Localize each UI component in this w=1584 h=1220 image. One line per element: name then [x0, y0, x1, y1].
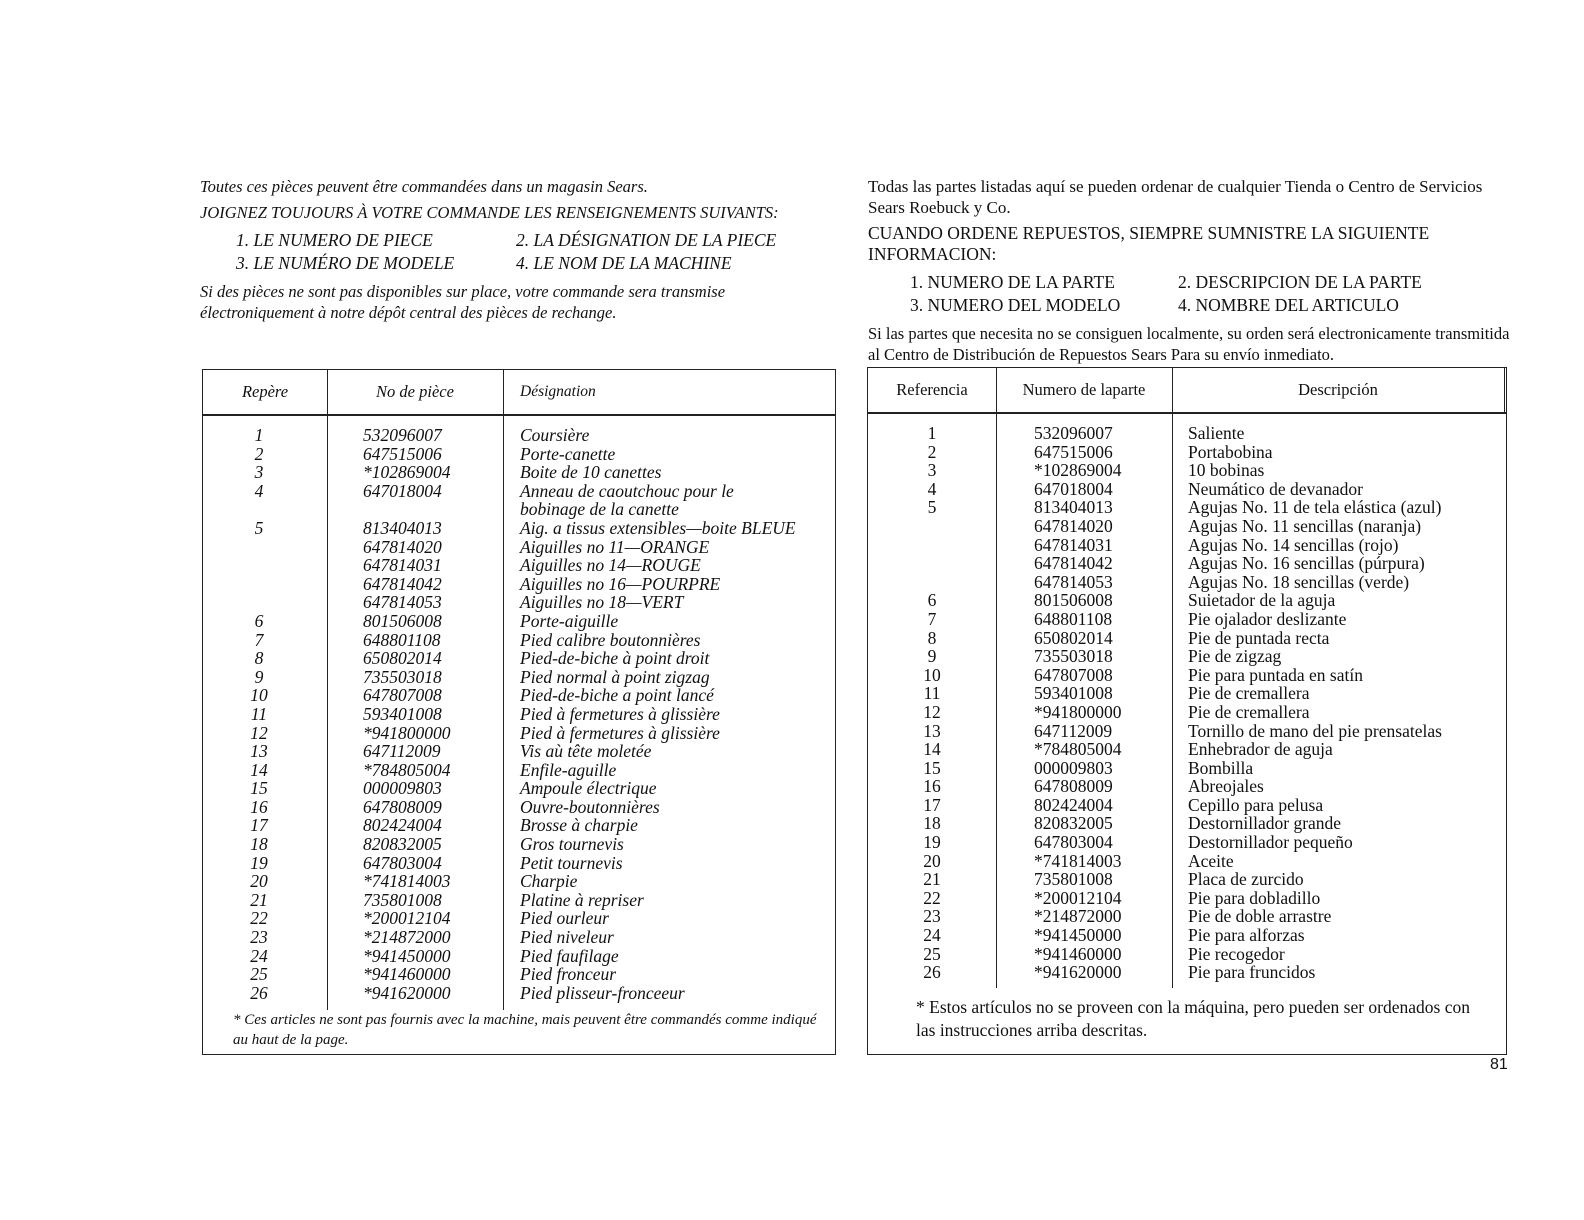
cell-description: Portabobina — [1188, 441, 1273, 462]
french-list-item: 2. LA DÉSIGNATION DE LA PIECE — [516, 230, 777, 250]
table-row — [868, 610, 1506, 629]
cell-part-number: 647814020 — [363, 536, 442, 557]
cell-ref: 17 — [923, 794, 941, 815]
spanish-list-item: 3. NUMERO DEL MODELO — [910, 295, 1121, 315]
cell-description: 10 bobinas — [1188, 460, 1265, 481]
table-row — [203, 891, 835, 910]
cell-description: Agujas No. 11 sencillas (naranja) — [1188, 515, 1422, 536]
cell-ref: 14 — [923, 739, 941, 760]
cell-part-number: *102869004 — [1034, 460, 1122, 481]
cell-ref: 10 — [923, 664, 941, 685]
french-list-item: 4. LE NOM DE LA MACHINE — [516, 253, 732, 273]
cell-part-number: *214872000 — [1034, 906, 1122, 927]
cell-description: Pie de cremallera — [1188, 701, 1310, 722]
table-row — [203, 463, 835, 482]
table-row — [868, 591, 1506, 610]
cell-ref: 16 — [250, 796, 268, 817]
cell-ref: 9 — [927, 646, 937, 667]
table-row — [868, 870, 1506, 889]
cell-part-number: 801506008 — [1034, 590, 1113, 611]
cell-description: Abreojales — [1188, 776, 1264, 797]
table-row — [868, 796, 1506, 815]
cell-part-number: 647803004 — [1034, 832, 1113, 853]
cell-description: Platine à repriser — [520, 889, 644, 910]
spanish-instruction: CUANDO ORDENE REPUESTOS, SIEMPRE SUMNISTRE LA SIGUIENTE INFORMACION: — [868, 223, 1430, 264]
table-row — [868, 554, 1506, 573]
cell-description: Pie para fruncidos — [1188, 962, 1316, 983]
table-row — [203, 445, 835, 464]
cell-description: Pie para alforzas — [1188, 925, 1305, 946]
cell-description: Vis aù tête moletée — [520, 741, 652, 762]
cell-part-number: 000009803 — [363, 778, 442, 799]
cell-description: Aig. a tissus extensibles—boite BLEUE — [520, 517, 796, 538]
cell-part-number: 000009803 — [1034, 757, 1113, 778]
cell-part-number: 735503018 — [363, 666, 442, 687]
cell-description: Pied niveleur — [520, 927, 614, 948]
cell-description: Pie para puntada en satín — [1188, 664, 1363, 685]
header-ref: Repère — [241, 382, 289, 401]
cell-description: Pied faufilage — [520, 945, 619, 966]
cell-part-number: 735801008 — [1034, 869, 1113, 890]
table-row — [868, 852, 1506, 871]
table-row — [868, 740, 1506, 759]
cell-description: Neumático de devanador — [1188, 478, 1363, 499]
cell-part-number: 647515006 — [363, 443, 442, 464]
cell-part-number: *941460000 — [363, 964, 451, 985]
cell-ref: 26 — [923, 962, 941, 983]
french-note: Si des pièces ne sont pas disponibles sur place, votre commande sera transmise électroniquement à notre dépôt central des pièces de rechange. — [200, 282, 726, 322]
french-section — [200, 176, 836, 328]
cell-ref: 6 — [927, 590, 937, 611]
cell-ref: 8 — [927, 627, 937, 648]
spanish-list-item: 2. DESCRIPCION DE LA PARTE — [1178, 272, 1422, 292]
cell-ref: 11 — [923, 683, 941, 704]
cell-ref: 2 — [254, 443, 264, 464]
table-row — [203, 965, 835, 984]
table-row — [203, 798, 835, 817]
cell-ref: 21 — [923, 869, 941, 890]
cell-ref: 7 — [254, 629, 264, 650]
cell-part-number: 647814053 — [1034, 571, 1113, 592]
cell-part-number: 801506008 — [363, 610, 442, 631]
cell-ref: 16 — [923, 776, 941, 797]
cell-description: Saliente — [1188, 423, 1245, 443]
cell-description: Enfile-aguille — [520, 759, 617, 780]
cell-ref: 5 — [254, 517, 264, 538]
cell-part-number: *214872000 — [363, 927, 451, 948]
cell-ref: 12 — [923, 701, 941, 722]
cell-ref: 4 — [927, 478, 937, 499]
table-row — [868, 889, 1506, 908]
cell-ref: 1 — [254, 425, 264, 445]
cell-part-number: 820832005 — [363, 834, 442, 855]
table-row — [868, 573, 1506, 592]
cell-part-number: *200012104 — [363, 908, 451, 929]
cell-ref: 17 — [250, 815, 268, 836]
cell-ref: 19 — [250, 852, 268, 873]
cell-description: Aiguilles no 18—VERT — [520, 592, 684, 613]
cell-description: Pie de cremallera — [1188, 683, 1310, 704]
table-row — [868, 945, 1506, 964]
table-row — [203, 909, 835, 928]
cell-ref: 2 — [927, 441, 937, 462]
cell-ref: 23 — [923, 906, 941, 927]
table-row — [203, 705, 835, 724]
cell-part-number: 647814053 — [363, 592, 442, 613]
cell-part-number: 647018004 — [1034, 478, 1113, 499]
cell-description: Agujas No. 18 sencillas (verde) — [1188, 571, 1410, 592]
spanish-footnote: * Estos artículos no se proveen con la máquina, pero pueden ser ordenados con las instrucciones arriba descritas. — [916, 997, 1471, 1040]
cell-ref: 11 — [250, 703, 268, 724]
cell-description: Aiguilles no 16—POURPRE — [520, 573, 721, 594]
cell-ref: 23 — [250, 927, 268, 948]
cell-part-number: 647018004 — [363, 480, 442, 501]
table-row — [868, 666, 1506, 685]
french-table-body — [203, 426, 835, 1002]
cell-description: Brosse à charpie — [520, 815, 638, 836]
cell-part-number: 647814031 — [1034, 534, 1113, 555]
cell-ref: 25 — [250, 964, 268, 985]
cell-part-number: *784805004 — [363, 759, 451, 780]
cell-ref: 9 — [254, 666, 264, 687]
spanish-info-list — [868, 271, 1514, 317]
cell-description: Pied fronceur — [520, 964, 617, 985]
cell-part-number: *102869004 — [363, 462, 451, 483]
cell-part-number: 735801008 — [363, 889, 442, 910]
cell-description: Aiguilles no 11—ORANGE — [520, 536, 710, 557]
cell-part-number: *941800000 — [363, 722, 451, 743]
spanish-table-body — [868, 424, 1506, 982]
cell-description: Destornillador grande — [1188, 813, 1342, 834]
cell-description: Porte-aiguille — [520, 610, 619, 631]
cell-description: Pied calibre boutonnières — [520, 629, 701, 650]
table-row — [203, 631, 835, 650]
cell-ref: 1 — [927, 423, 937, 443]
table-row — [203, 668, 835, 687]
cell-description: Pied ourleur — [520, 908, 609, 929]
cell-part-number: 647814020 — [1034, 515, 1113, 536]
table-row — [868, 907, 1506, 926]
cell-ref: 22 — [923, 887, 941, 908]
cell-part-number: 648801108 — [363, 629, 441, 650]
cell-description: Tornillo de mano del pie prensatelas — [1188, 720, 1442, 741]
table-row — [868, 498, 1506, 517]
cell-part-number: *941450000 — [1034, 925, 1122, 946]
table-row — [203, 612, 835, 631]
cell-description: Pied normal à point zigzag — [520, 666, 710, 687]
table-row — [203, 538, 835, 557]
cell-description: Ouvre-boutonnières — [520, 796, 660, 817]
cell-ref: 20 — [923, 850, 941, 871]
cell-description: Aceite — [1188, 850, 1234, 871]
table-row — [203, 575, 835, 594]
table-row — [203, 482, 835, 501]
cell-part-number: 802424004 — [1034, 794, 1113, 815]
table-row — [868, 461, 1506, 480]
table-row — [868, 703, 1506, 722]
cell-part-number: 813404013 — [363, 517, 442, 538]
cell-description: bobinage de la canette — [520, 499, 679, 520]
cell-part-number: 735503018 — [1034, 646, 1113, 667]
cell-ref: 26 — [250, 982, 268, 1003]
table-row — [203, 854, 835, 873]
cell-description: Pied-de-biche a point lancé — [520, 685, 714, 706]
spanish-list-item: 1. NUMERO DE LA PARTE — [910, 272, 1115, 292]
table-row — [868, 833, 1506, 852]
table-row — [868, 517, 1506, 536]
table-row — [868, 480, 1506, 499]
table-row — [203, 816, 835, 835]
cell-description: Pied à fermetures à glissière — [520, 722, 720, 743]
cell-description: Ampoule électrique — [520, 778, 657, 799]
table-row — [203, 593, 835, 612]
cell-part-number: 813404013 — [1034, 497, 1113, 518]
spanish-section — [868, 176, 1514, 370]
cell-part-number: 593401008 — [363, 703, 442, 724]
cell-description: Gros tournevis — [520, 834, 624, 855]
table-row — [203, 835, 835, 854]
cell-part-number: 648801108 — [1034, 608, 1113, 629]
cell-ref: 22 — [250, 908, 268, 929]
cell-part-number: 647807008 — [1034, 664, 1113, 685]
header-part-number: Numero de laparte — [1022, 380, 1146, 399]
cell-ref: 8 — [254, 648, 264, 669]
cell-part-number: *741814003 — [1034, 850, 1122, 871]
spanish-list-item: 4. NOMBRE DEL ARTICULO — [1178, 295, 1399, 315]
cell-part-number: 647803004 — [363, 852, 442, 873]
cell-ref: 4 — [254, 480, 264, 501]
cell-part-number: 647808009 — [1034, 776, 1113, 797]
table-row — [203, 928, 835, 947]
table-row — [203, 724, 835, 743]
cell-ref: 14 — [250, 759, 268, 780]
header-ref: Referencia — [896, 380, 968, 399]
table-row — [203, 761, 835, 780]
cell-description: Pie recogedor — [1188, 943, 1285, 964]
cell-ref: 7 — [927, 608, 937, 629]
cell-ref: 18 — [250, 834, 268, 855]
cell-part-number: 532096007 — [363, 425, 442, 445]
cell-description: Aiguilles no 14—ROUGE — [520, 555, 701, 576]
cell-ref: 3 — [927, 460, 937, 481]
table-row — [203, 947, 835, 966]
cell-part-number: 593401008 — [1034, 683, 1113, 704]
cell-ref: 13 — [923, 720, 941, 741]
cell-part-number: 820832005 — [1034, 813, 1113, 834]
cell-part-number: *741814003 — [363, 871, 451, 892]
cell-description: Suietador de la aguja — [1188, 590, 1336, 611]
cell-part-number: *784805004 — [1034, 739, 1122, 760]
table-row — [868, 926, 1506, 945]
cell-ref: 15 — [923, 757, 941, 778]
cell-part-number: *941800000 — [1034, 701, 1122, 722]
cell-description: Boite de 10 canettes — [520, 462, 662, 483]
table-row — [868, 963, 1506, 982]
cell-ref: 25 — [923, 943, 941, 964]
cell-part-number: *941460000 — [1034, 943, 1122, 964]
cell-ref: 12 — [250, 722, 268, 743]
cell-ref: 3 — [254, 462, 264, 483]
cell-description: Pie para dobladillo — [1188, 887, 1321, 908]
table-row — [203, 779, 835, 798]
table-row — [868, 629, 1506, 648]
cell-description: Placa de zurcido — [1188, 869, 1304, 890]
cell-description: Pie de zigzag — [1188, 646, 1282, 667]
cell-description: Agujas No. 16 sencillas (púrpura) — [1188, 553, 1425, 574]
table-row — [868, 424, 1506, 443]
spanish-note: Si las partes que necesita no se consiguen localmente, su orden será electronicamente transmitida al Centro de Distribución de Repuestos Sears Para su envío inmediato. — [868, 324, 1510, 364]
table-row — [203, 556, 835, 575]
cell-description: Agujas No. 14 sencillas (rojo) — [1188, 534, 1399, 555]
french-table-header — [203, 370, 835, 416]
table-row — [203, 742, 835, 761]
cell-ref: 18 — [923, 813, 941, 834]
cell-ref: 15 — [250, 778, 268, 799]
table-row — [868, 647, 1506, 666]
cell-description: Pie de puntada recta — [1188, 627, 1330, 648]
cell-description: Agujas No. 11 de tela elástica (azul) — [1188, 497, 1442, 518]
cell-description: Pied plisseur-fronceeur — [520, 982, 685, 1003]
cell-description: Anneau de caoutchouc pour le — [520, 480, 734, 501]
cell-ref: 13 — [250, 741, 268, 762]
cell-part-number: *941620000 — [363, 982, 451, 1003]
table-row — [203, 426, 835, 445]
cell-part-number: *200012104 — [1034, 887, 1122, 908]
header-description: Désignation — [520, 383, 596, 400]
header-description: Descripción — [1298, 380, 1378, 399]
cell-description: Petit tournevis — [520, 852, 623, 873]
table-row — [203, 872, 835, 891]
cell-ref: 10 — [250, 685, 268, 706]
cell-description: Pie de doble arrastre — [1188, 906, 1332, 927]
cell-part-number: 647814031 — [363, 555, 442, 576]
cell-description: Pie ojalador deslizante — [1188, 608, 1347, 629]
cell-part-number: 647814042 — [1034, 553, 1113, 574]
cell-description: Destornillador pequeño — [1188, 832, 1353, 853]
french-info-list — [200, 229, 836, 275]
spanish-table-header — [868, 368, 1506, 414]
cell-description: Cepillo para pelusa — [1188, 794, 1324, 815]
cell-description: Pied-de-biche à point droit — [520, 648, 710, 669]
table-row — [868, 814, 1506, 833]
cell-part-number: 650802014 — [1034, 627, 1113, 648]
table-row — [868, 777, 1506, 796]
table-row — [868, 722, 1506, 741]
cell-part-number: 647814042 — [363, 573, 442, 594]
cell-ref: 5 — [927, 497, 937, 518]
french-intro: Toutes ces pièces peuvent être commandées dans un magasin Sears. — [200, 177, 648, 196]
french-footnote: * Ces articles ne sont pas fournis avec la machine, mais peuvent être commandés comme indiqué au haut de la page. — [233, 1012, 817, 1048]
cell-ref: 21 — [250, 889, 268, 910]
table-row — [203, 519, 835, 538]
table-row — [203, 649, 835, 668]
table-row — [868, 536, 1506, 555]
cell-description: Enhebrador de aguja — [1188, 739, 1333, 760]
cell-ref: 6 — [254, 610, 264, 631]
table-row — [868, 759, 1506, 778]
spanish-parts-table — [867, 367, 1507, 1055]
cell-part-number: *941450000 — [363, 945, 451, 966]
cell-part-number: 802424004 — [363, 815, 442, 836]
cell-ref: 24 — [250, 945, 268, 966]
header-part-number: No de pièce — [376, 382, 454, 401]
cell-part-number: 647515006 — [1034, 441, 1113, 462]
spanish-intro: Todas las partes listadas aquí se pueden ordenar de cualquier Tienda o Centro de Servicios Sears Roebuck y Co. — [868, 177, 1483, 217]
cell-part-number: 647807008 — [363, 685, 442, 706]
french-list-item: 1. LE NUMERO DE PIECE — [236, 230, 433, 250]
cell-part-number: 647112009 — [1034, 720, 1113, 741]
cell-description: Bombilla — [1188, 757, 1254, 778]
cell-description: Pied à fermetures à glissière — [520, 703, 720, 724]
cell-ref: 24 — [923, 925, 941, 946]
cell-ref: 20 — [250, 871, 268, 892]
cell-description: Coursière — [520, 425, 590, 445]
french-instruction: JOIGNEZ TOUJOURS À VOTRE COMMANDE LES RENSEIGNEMENTS SUIVANTS: — [200, 203, 779, 222]
cell-part-number: 532096007 — [1034, 423, 1113, 443]
cell-part-number: 647112009 — [363, 741, 441, 762]
cell-description: Charpie — [520, 871, 578, 892]
table-row — [868, 684, 1506, 703]
cell-part-number: 650802014 — [363, 648, 442, 669]
cell-description: Porte-canette — [520, 443, 616, 464]
cell-part-number: *941620000 — [1034, 962, 1122, 983]
cell-ref: 19 — [923, 832, 941, 853]
page-number: 81 — [1490, 1056, 1508, 1073]
table-row — [868, 443, 1506, 462]
french-parts-table — [202, 369, 836, 1055]
table-row — [203, 984, 835, 1003]
table-row — [203, 686, 835, 705]
table-row — [203, 500, 835, 519]
french-list-item: 3. LE NUMÉRO DE MODELE — [236, 253, 455, 273]
cell-part-number: 647808009 — [363, 796, 442, 817]
